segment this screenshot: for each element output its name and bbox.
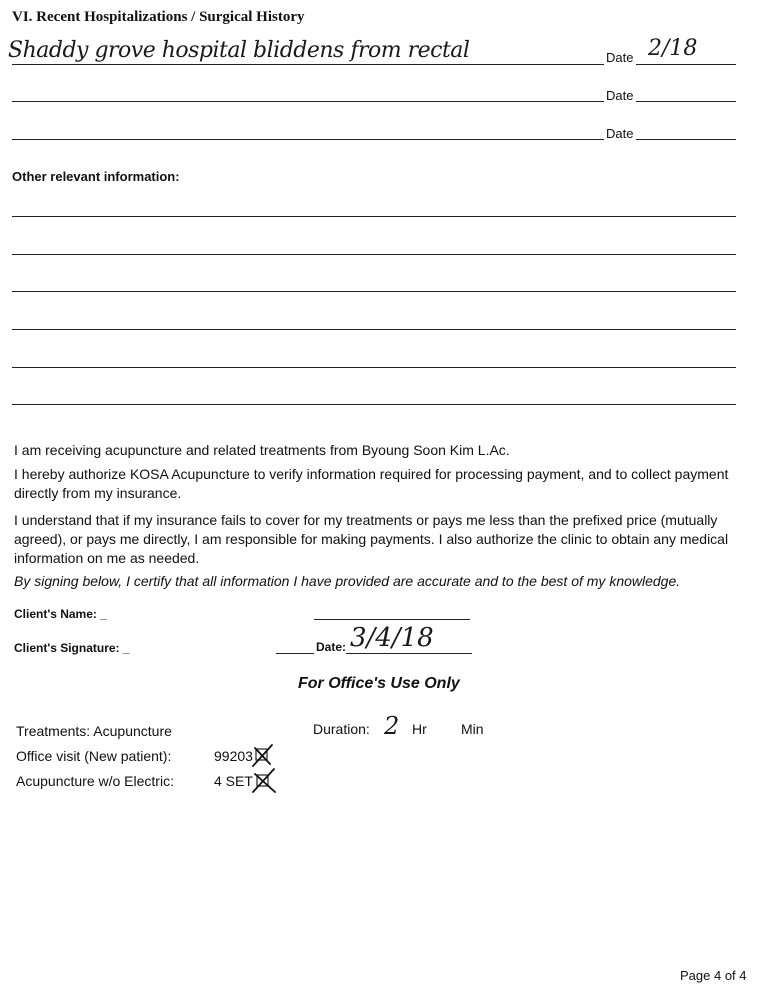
client-name-line[interactable] — [314, 619, 470, 620]
other-info-line-6[interactable] — [12, 404, 736, 405]
acupuncture-checkbox[interactable] — [252, 766, 278, 794]
client-date-label: Date: — [316, 640, 347, 654]
entry-line-1 — [12, 64, 604, 65]
min-label: Min — [461, 721, 484, 737]
client-name-label: Client's Name: _ — [14, 607, 107, 621]
hospitalization-entry-1[interactable]: Shaddy grove hospital bliddens from rectal — [8, 38, 470, 63]
date-line-3[interactable] — [636, 139, 736, 140]
entry-line-3[interactable] — [12, 139, 604, 140]
office-use-title: For Office's Use Only — [298, 675, 460, 692]
entry-line-2[interactable] — [12, 101, 604, 102]
office-visit-checkbox[interactable] — [252, 743, 274, 767]
client-date-value[interactable]: 3/4/18 — [350, 623, 434, 653]
statement-certify: By signing below, I certify that all information I have provided are accurate and to the best of my knowledge. — [14, 573, 681, 589]
office-visit-label: Office visit (New patient): — [16, 748, 172, 764]
acupuncture-code: 4 SET — [214, 773, 253, 789]
page-number: Page 4 of 4 — [680, 968, 747, 983]
date-line-2[interactable] — [636, 101, 736, 102]
date-label-1: Date — [606, 50, 634, 65]
hr-label: Hr — [412, 721, 427, 737]
other-info-line-4[interactable] — [12, 329, 736, 330]
section-title: VI. Recent Hospitalizations / Surgical History — [12, 9, 305, 25]
office-visit-code: 99203 — [214, 748, 253, 764]
date-label-3: Date — [606, 126, 634, 141]
other-info-line-2[interactable] — [12, 254, 736, 255]
duration-label: Duration: — [313, 721, 370, 737]
other-info-line-5[interactable] — [12, 367, 736, 368]
other-info-line-1[interactable] — [12, 216, 736, 217]
client-signature-label: Client's Signature: _ — [14, 641, 130, 655]
statement-responsibility: I understand that if my insurance fails to cover for my treatments or pays me less than the prefixed price (mutually agreed), or pays me directly, I am responsible for making payments. I also authorize the clinic to obtain any medical information on me as needed. — [14, 512, 729, 566]
statement-authorize: I hereby authorize KOSA Acupuncture to verify information required for processing payment, and to collect payment directly from my insurance. — [14, 466, 729, 501]
date-line-1 — [636, 64, 736, 65]
client-date-line[interactable] — [346, 653, 472, 654]
duration-value[interactable]: 2 — [384, 712, 400, 740]
statement-treatment: I am receiving acupuncture and related treatments from Byoung Soon Kim L.Ac. — [14, 442, 510, 458]
treatments-label: Treatments: Acupuncture — [16, 723, 172, 739]
signature-line[interactable] — [276, 653, 314, 654]
other-info-line-3[interactable] — [12, 291, 736, 292]
date-value-1[interactable]: 2/18 — [648, 36, 698, 61]
other-info-label: Other relevant information: — [12, 169, 180, 184]
acupuncture-label: Acupuncture w/o Electric: — [16, 773, 174, 789]
date-label-2: Date — [606, 88, 634, 103]
